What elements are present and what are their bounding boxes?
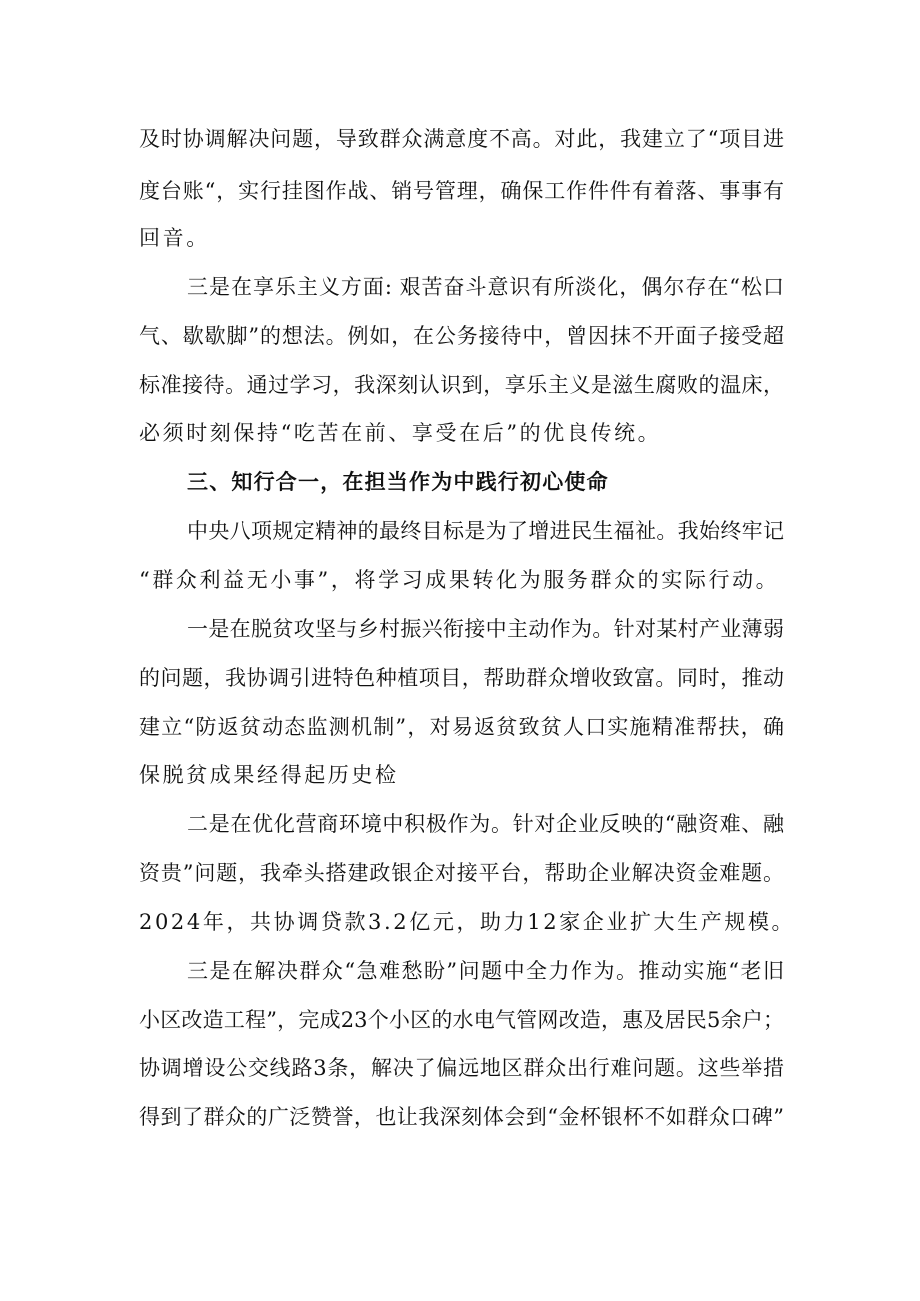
text-line: 必须时刻保持“吃苦在前、享受在后”的优良传统。 <box>139 421 662 445</box>
text-line: 气、歇歇脚”的想法。例如，在公务接待中，曾因抹不开面子接受超 <box>139 324 784 348</box>
text-line: 资贵”问题，我牵头搭建政银企对接平台，帮助企业解决资金难题。 <box>139 861 784 885</box>
paragraph-start: 中央八项规定精神的最终目标是为了增进民生福祉。我始终牢记 <box>187 519 784 543</box>
text-line: 小区改造工程”，完成23个小区的水电气管网改造，惠及居民5余户； <box>139 1008 784 1032</box>
text-line: 回音。 <box>139 226 210 250</box>
section-heading: 三、知行合一，在担当作为中践行初心使命 <box>187 470 609 494</box>
text-line: 建立“防返贫动态监测机制”，对易返贫致贫人口实施精准帮扶，确 <box>139 715 784 739</box>
paragraph-start: 三是在享乐主义方面: 艰苦奋斗意识有所淡化，偶尔存在“松口 <box>187 275 784 299</box>
text-line: 的问题，我协调引进特色种植项目，帮助群众增收致富。同时，推动 <box>139 666 784 690</box>
paragraph-start: 一是在脱贫攻坚与乡村振兴衔接中主动作为。针对某村产业薄弱 <box>187 617 784 641</box>
text-line: 得到了群众的广泛赞誉，也让我深刻体会到“金杯银杯不如群众口碑” <box>139 1105 784 1129</box>
text-line: 保脱贫成果经得起历史检 <box>139 763 399 787</box>
text-line: 2024年，共协调贷款3.2亿元，助力12家企业扩大生产规模。 <box>139 910 796 934</box>
text-line: 度台账“，实行挂图作战、销号管理，确保工作件件有着落、事事有 <box>139 179 784 203</box>
paragraph-start: 二是在优化营商环境中积极作为。针对企业反映的“融资难、融 <box>187 812 784 836</box>
paragraph-start: 三是在解决群众“急难愁盼”问题中全力作为。推动实施“老旧 <box>187 959 784 983</box>
text-line: 及时协调解决问题，导致群众满意度不高。对此，我建立了“项目进 <box>139 127 784 151</box>
text-line: “群众利益无小事”，将学习成果转化为服务群众的实际行动。 <box>139 568 780 592</box>
text-line: 协调增设公交线路3条，解决了偏远地区群众出行难问题。这些举措 <box>139 1056 784 1080</box>
text-line: 标准接待。通过学习，我深刻认识到，享乐主义是滋生腐败的温床， <box>139 373 784 397</box>
